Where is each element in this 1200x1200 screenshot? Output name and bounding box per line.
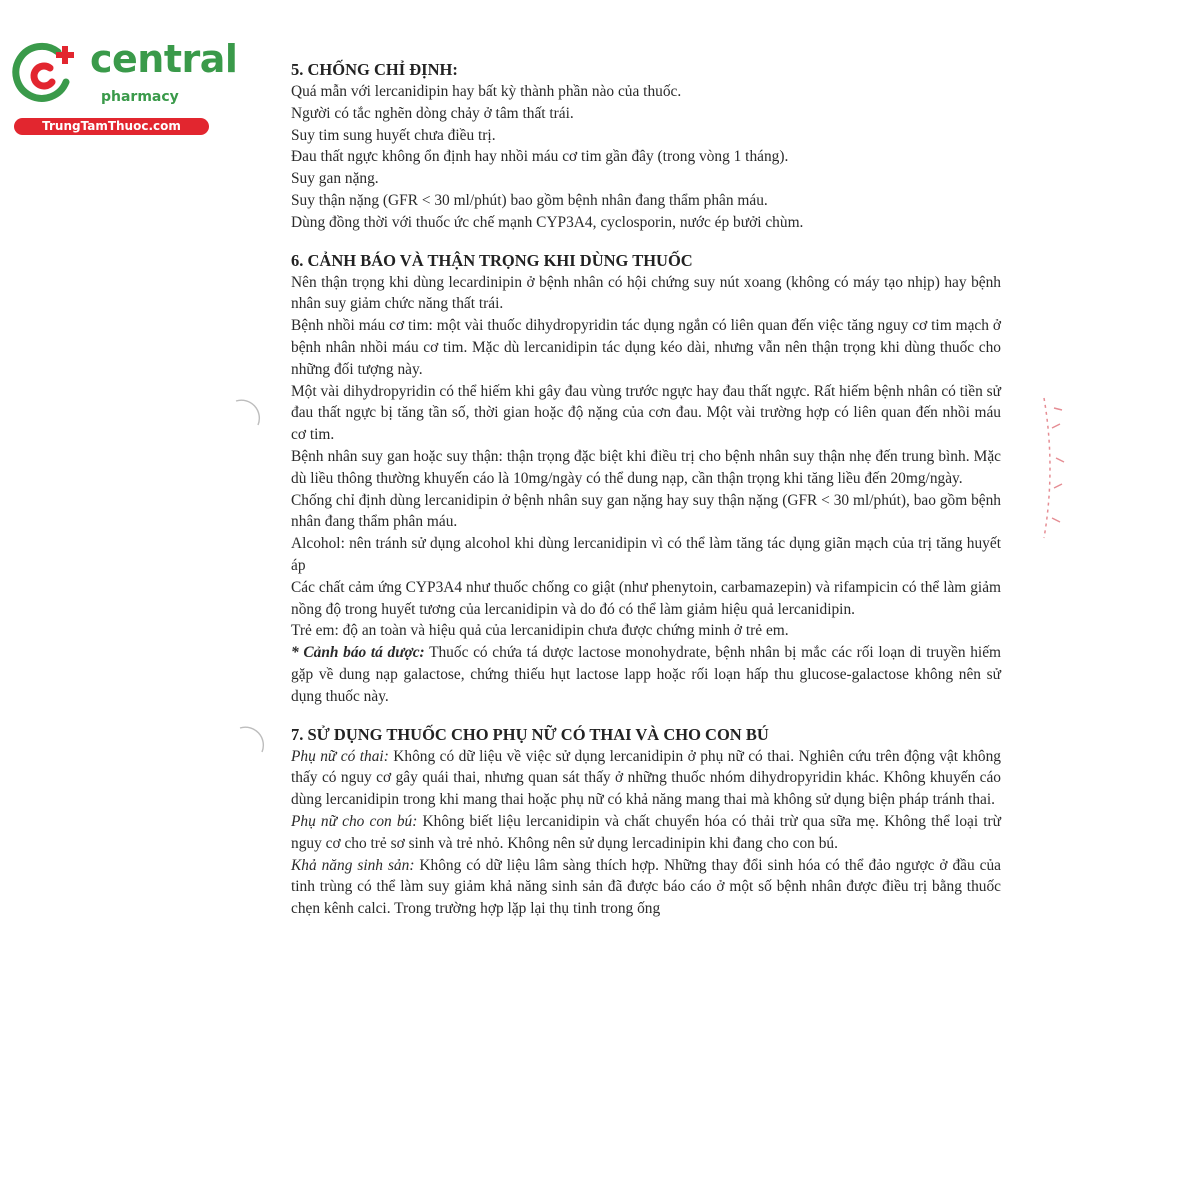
brand-name: central [90, 37, 238, 81]
paragraph: Các chất cảm ứng CYP3A4 như thuốc chống co giật (như phenytoin, carbamazepin) và rifampicin có thể làm giảm nồng độ trong huyết tương của lercanidipin và do đó có thể làm giảm hiệu quả lercanidipin. [291, 578, 1001, 618]
paragraph: Suy tim sung huyết chưa điều trị. [291, 126, 496, 144]
punch-hole-icon [232, 395, 262, 435]
paragraph: Alcohol: nên tránh sử dụng alcohol khi dùng lercanidipin vì có thể làm tăng tác dụng giãn mạch của trị tăng huyết áp [291, 535, 1001, 574]
paragraph: Bệnh nhồi máu cơ tim: một vài thuốc dihydropyridin tác dụng ngắn có liên quan đến việc tăng nguy cơ tim mạch ở bệnh nhân nhồi máu cơ tim. Mặc dù lercanidipin tác dụng kéo dài, nhưng vẫn nên thận trọng khi dùng thuốc cho những đối tượng này. [291, 317, 1001, 378]
paragraph [291, 811, 1001, 855]
section-heading: 7. SỬ DỤNG THUỐC CHO PHỤ NỮ CÓ THAI VÀ CHO CON BÚ [291, 724, 769, 744]
stamp-fragment-icon [1040, 388, 1070, 548]
paragraph: Người có tắc nghẽn dòng chảy ở tâm thất trái. [291, 104, 574, 122]
paragraph: Bệnh nhân suy gan hoặc suy thận: thận trọng đặc biệt khi điều trị cho bệnh nhân suy thận nhẹ đến trung bình. Mặc dù liều thông thường khuyến cáo là 10mg/ngày có thể dung nạp, cần thận trọng khi tăng liều đến 20mg/ngày. [291, 447, 1001, 487]
paragraph: Suy gan nặng. [291, 170, 379, 188]
paragraph-text: Không có dữ liệu về việc sử dụng lercanidipin ở phụ nữ có thai. Nghiên cứu trên động vật không thấy có nguy cơ gây quái thai, nhưng quan sát thấy ở những thuốc nhóm dihydropyridin khác. Không khuyến cáo dùng lercanidipin trong khi mang thai hoặc phụ nữ có khả năng mang thai mà không sử dụng biện pháp tránh thai. [291, 747, 1001, 809]
brand-banner[interactable]: TrungTamThuoc.com [14, 118, 209, 135]
paragraph: Đau thất ngực không ổn định hay nhồi máu cơ tim gần đây (trong vòng 1 tháng). [291, 148, 789, 166]
excipient-warning [291, 642, 1001, 707]
paragraph: Một vài dihydropyridin có thể hiếm khi gây đau vùng trước ngực hay đau thất ngực. Rất hiếm bệnh nhân có tiền sử đau thất ngực bị tăng tần số, thời gian hoặc độ nặng của cơn đau. Một vài trường hợp có liên quan đến nhồi máu cơ tim. [291, 382, 1001, 444]
paragraph [291, 746, 1001, 811]
brand-logo [10, 37, 238, 138]
section-contraindications [291, 59, 1001, 234]
excipient-warning-lead: * Cảnh báo tá dược: [291, 644, 425, 662]
paragraph-lead: Khả năng sinh sản: [291, 856, 415, 874]
paragraph-text: Không biết liệu lercanidipin và chất chuyển hóa có thải trừ qua sữa mẹ. Không thể loại trừ nguy cơ cho trẻ sơ sinh và trẻ nhỏ. Không nên sử dụng lercadinipin khi đang cho con bú. [291, 812, 1002, 852]
punch-hole-icon [236, 722, 266, 762]
paragraph: Nên thận trọng khi dùng lecardinipin ở bệnh nhân có hội chứng suy nút xoang (không có máy tạo nhịp) hay bệnh nhân suy giảm chức năng thất trái. [291, 273, 1001, 313]
section-pregnancy [291, 724, 1001, 920]
section-heading: 5. CHỐNG CHỈ ĐỊNH: [291, 60, 458, 79]
brand-subtitle: pharmacy [101, 89, 179, 105]
paragraph [291, 855, 1001, 920]
section-warnings [291, 250, 1001, 708]
section-heading: 6. CẢNH BÁO VÀ THẬN TRỌNG KHI DÙNG THUỐC [291, 250, 693, 270]
paragraph: Suy thận nặng (GFR < 30 ml/phút) bao gồm bệnh nhân đang thẩm phân máu. [291, 191, 768, 209]
paragraph-lead: Phụ nữ cho con bú: [291, 812, 418, 830]
paragraph: Quá mẫn với lercanidipin hay bất kỳ thành phần nào của thuốc. [291, 83, 682, 100]
paragraph: Trẻ em: độ an toàn và hiệu quả của lercanidipin chưa được chứng minh ở trẻ em. [291, 622, 789, 640]
document-body [291, 59, 1001, 920]
excipient-warning-text: Thuốc có chứa tá dược lactose monohydrate, bệnh nhân bị mắc các rối loạn di truyền hiếm gặp về dung nạp galactose, chứng thiếu hụt lactose lapp hoặc rối loạn hấp thu glucose-galactose không nên sử dụng thuốc này. [291, 644, 1001, 705]
paragraph: Dùng đồng thời với thuốc ức chế mạnh CYP3A4, cyclosporin, nước ép bưởi chùm. [291, 213, 804, 231]
paragraph: Chống chỉ định dùng lercanidipin ở bệnh nhân suy gan nặng hay suy thận nặng (GFR < 30 ml/phút), bao gồm bệnh nhân đang thẩm phân máu. [291, 491, 1001, 531]
paragraph-text: Không có dữ liệu lâm sàng thích hợp. Những thay đổi sinh hóa có thể đảo ngược ở đầu của tinh trùng có thể làm suy giảm khả năng sinh sản đã được báo cáo ở một số bệnh nhân được điều trị bằng thuốc chẹn kênh calci. Trong trường hợp lặp lại thụ tinh trong ống [291, 856, 1001, 918]
central-pharmacy-logo-icon [10, 38, 80, 108]
paragraph-lead: Phụ nữ có thai: [291, 747, 389, 765]
